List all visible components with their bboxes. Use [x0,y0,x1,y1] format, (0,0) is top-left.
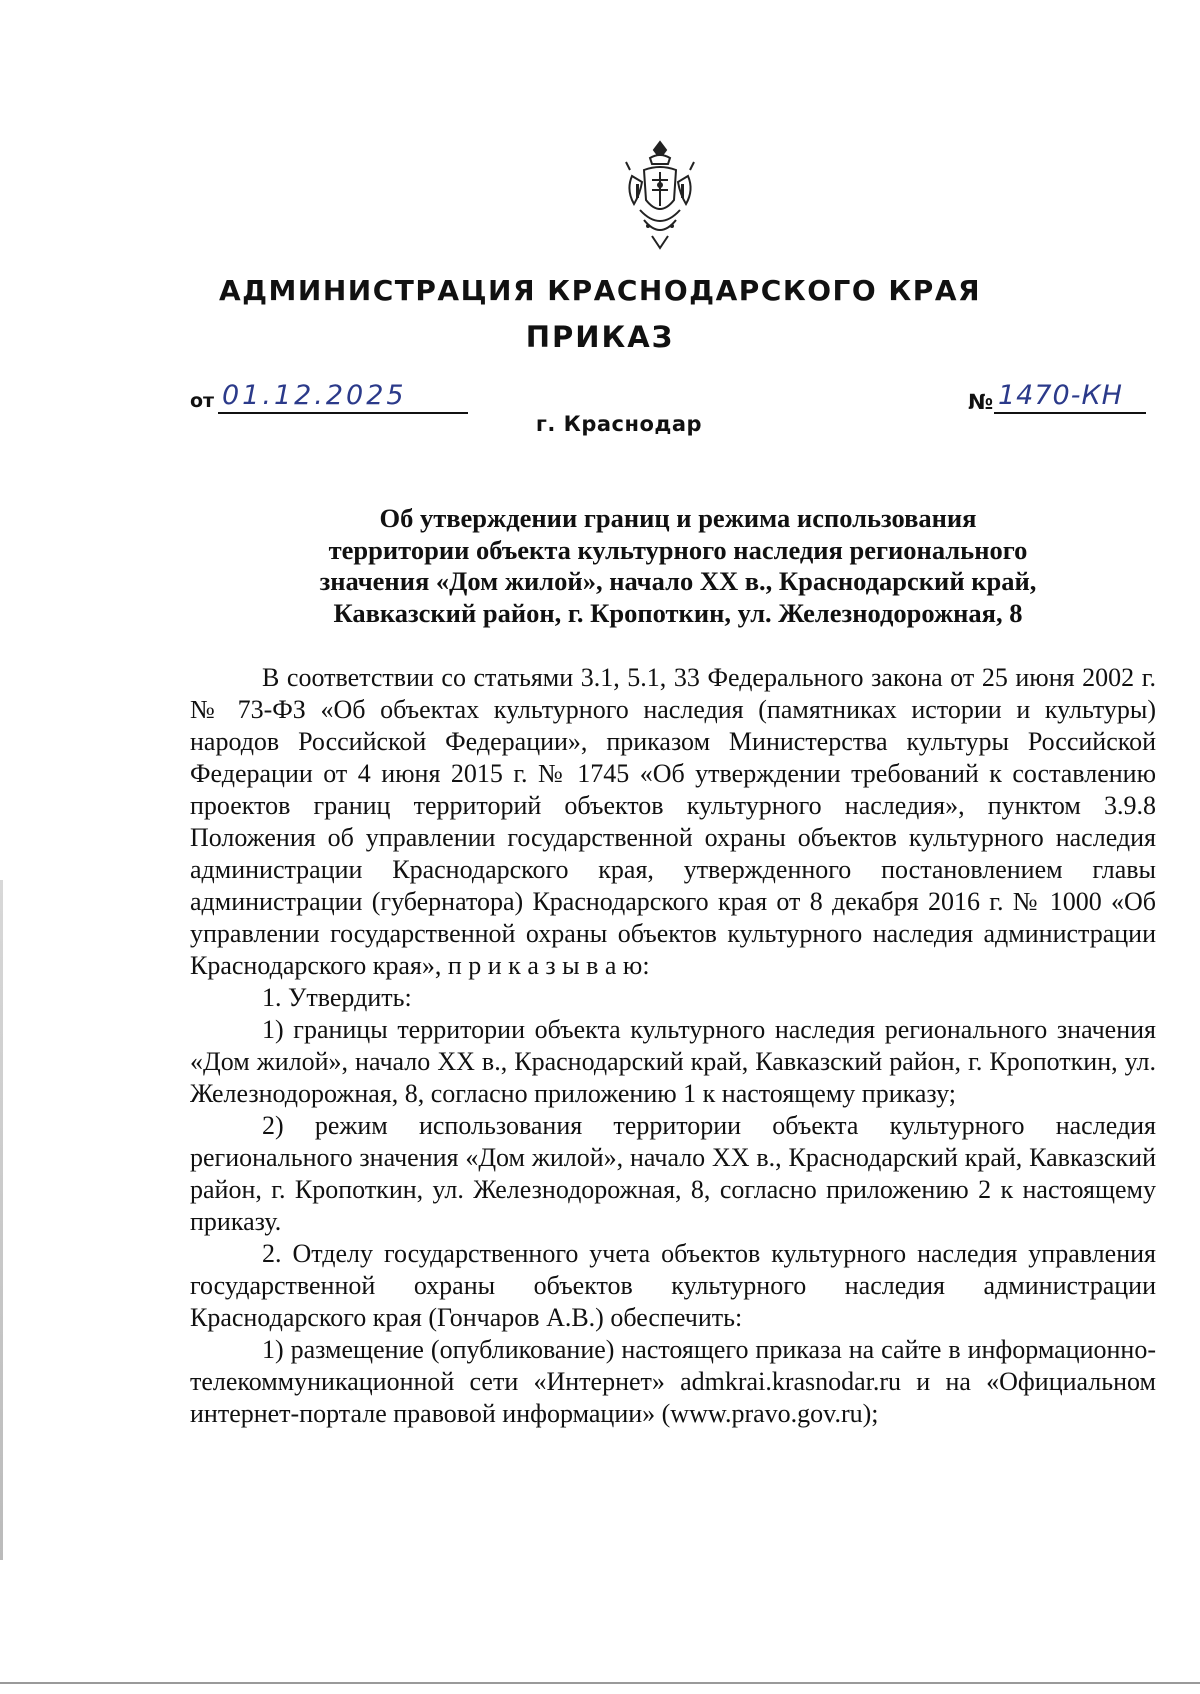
date-handwritten: 01.12.2025 [222,380,407,411]
title-line: значения «Дом жилой», начало XX в., Краснодарский край, [319,566,1037,596]
title-line: территории объекта культурного наследия регионального [328,534,1028,565]
number-label: № [968,390,994,414]
date-label: от [190,390,215,412]
item-1: 1. Утвердить: [262,983,412,1012]
document-body [190,662,1156,1430]
city: г. Краснодар [535,412,703,436]
document-title [190,503,1166,629]
item-2: 2. Отделу государственного учета объектов культурного наследия управления государственной охраны объектов культурного наследия администрации Краснодарского края (Гончаров А.В.) обеспечить: [190,1239,1156,1332]
scan-edge-mark [0,880,3,1560]
title-line: Об утверждении границ и режима использования [379,503,977,533]
number-handwritten: 1470-КН [998,380,1123,411]
item-1-2: 2) режим использования территории объекта культурного наследия регионального значения «Дом жилой», начало XX в., Краснодарский край, Кавказский район, г. Кропоткин, ул. Железнодорожная, 8, согласно приложению 2 к настоящему приказу. [190,1111,1156,1236]
preamble-paragraph: В соответствии со статьями 3.1, 5.1, 33 Федерального закона от 25 июня 2002 г. № 73-ФЗ «Об объектах культурного наследия (памятниках истории и культуры) народов Российской Федерации», приказом Министерства культуры Российской Федерации от 4 июня 2015 г. № 1745 «Об утверждении требований к составлению проектов границ территорий объектов культурного наследия», пунктом 3.9.8 Положения об управлении государственной охраны объектов культурного наследия администрации Краснодарского края, утвержденного постановлением главы администрации (губернатора) Краснодарского края от 8 декабря 2016 г. № 1000 «Об управлении государственной охраны объектов культурного наследия администрации Краснодарского края», п р и к а з ы в а ю: [190,663,1156,980]
document-kind: ПРИКАЗ [525,320,675,354]
krasnodar-coat-of-arms-icon [622,140,698,250]
item-2-1: 1) размещение (опубликование) настоящего приказа на сайте в информационно-телекоммуникационной сети «Интернет» admkrai.krasnodar.ru и на «Официальном интернет-портале правовой информации» (www.pravo.gov.ru); [190,1335,1156,1428]
organization-name: АДМИНИСТРАЦИЯ КРАСНОДАРСКОГО КРАЯ [218,274,982,307]
title-line: Кавказский район, г. Кропоткин, ул. Железнодорожная, 8 [333,597,1023,628]
item-1-1: 1) границы территории объекта культурного наследия регионального значения «Дом жилой», начало XX в., Краснодарский край, Кавказский район, г. Кропоткин, ул. Железнодорожная, 8, согласно приложению 1 к настоящему приказу; [190,1015,1156,1108]
scan-bottom-edge [0,1682,1200,1684]
